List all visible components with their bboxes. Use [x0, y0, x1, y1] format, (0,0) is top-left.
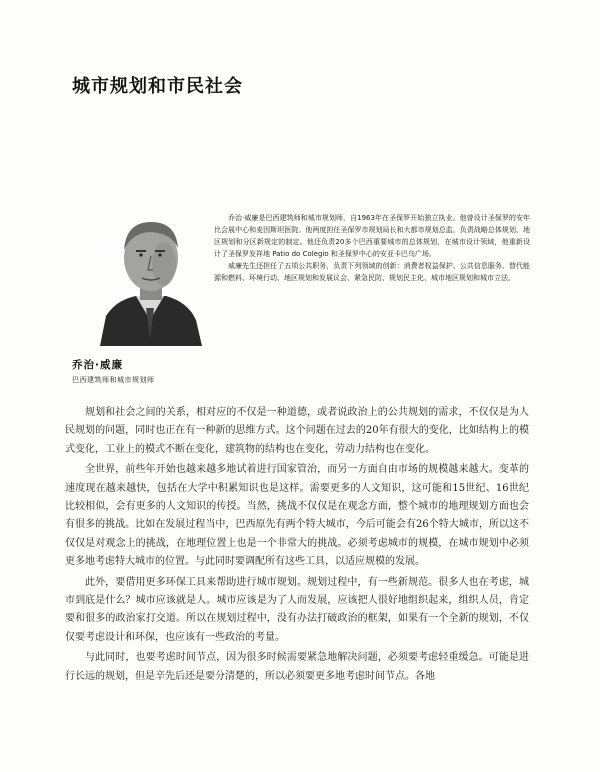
caption-role: 巴西建筑师和城市规划师 [72, 376, 155, 384]
bio-paragraph: 乔治·威廉是巴西建筑师和城市规划师，自1963年在圣保罗开始独立执业。他曾设计圣保罗的安年比会展中心和麦因斯坦医院。他两度担任圣保罗市规划局长和大都市规划总监，负责战略总体规划、地区规划和分区新规定的制定。他还负责20多个巴西重要城市的总体规划，在城市设计领域，他重新设计了圣保罗发祥地 Patio do Colegio 和圣保罗中心的安亚卡巴乌广场。 [214, 214, 530, 259]
body-paragraph: 全世界，前些年开始也越来越多地试着进行国家管治，而另一方面自由市场的规模越来越大。变革的速度现在越来越快，包括在大学中积累知识也是这样。需要更多的人文知识，这可能和15世纪、16世纪比较相似，会有更多的人文知识的传授。当然，挑战不仅仅是在观念方面，整个城市的地理规划方面也会有很多的挑战。比如在发展过程当中，巴西原先有两个特大城市，今后可能会有26个特大城市，所以这不仅仅是对观念上的挑战，在地理位置上也是一个非常大的挑战。必须考虑城市的规模，在城市规划中必须更多地考虑特大城市的位置。与此同时要调配所有这些工具，以适应规模的发展。 [65, 464, 529, 568]
bio-paragraph: 威廉先生还担任了五项公共职务，负责下列领域的创新：消费者权益保护、公共信息服务、替代能源和燃料、环境行动、地区规划和发展议会、紧急民防、规划民主化、城市地区规划和城市立法。 [214, 262, 530, 283]
caption-name: 乔治·威廉 [72, 359, 123, 371]
portrait-photo [96, 208, 204, 346]
body-paragraph: 此外，要借用更多环保工具来帮助进行城市规划。规划过程中，有一些新规范。很多人也在考虑，城市到底是什么？城市应该就是人。城市应该是为了人而发展，应该把人很好地组织起来，组织人员，肯定要和很多的政治家打交道。所以在规划过程中，没有办法打破政治的框架，如果有一个全新的规划，不仅仅要考虑设计和环保，也应该有一些政治的考量。 [65, 576, 529, 643]
article-body [65, 404, 529, 688]
page-title: 城市规划和市民社会 [72, 76, 243, 97]
biography [214, 212, 530, 285]
body-paragraph: 规划和社会之间的关系，相对应的不仅是一种道德，或者说政治上的公共规划的需求，不仅仅是为人民规划的问题，同时也正在有一种新的思维方式。这个问题在过去的20年有很大的变化，比如结构上的模式变化，工业上的模式不断在变化，建筑物的结构也在变化，劳动力结构也在变化。 [65, 407, 529, 455]
body-paragraph: 与此同时，也要考虑时间节点，因为很多时候需要紧急地解决问题，必须要考虑轻重缓急。可能是进行长远的规划，但是辛先后还是要分清楚的，所以必须要更多地考虑时间节点。各地 [65, 652, 529, 682]
